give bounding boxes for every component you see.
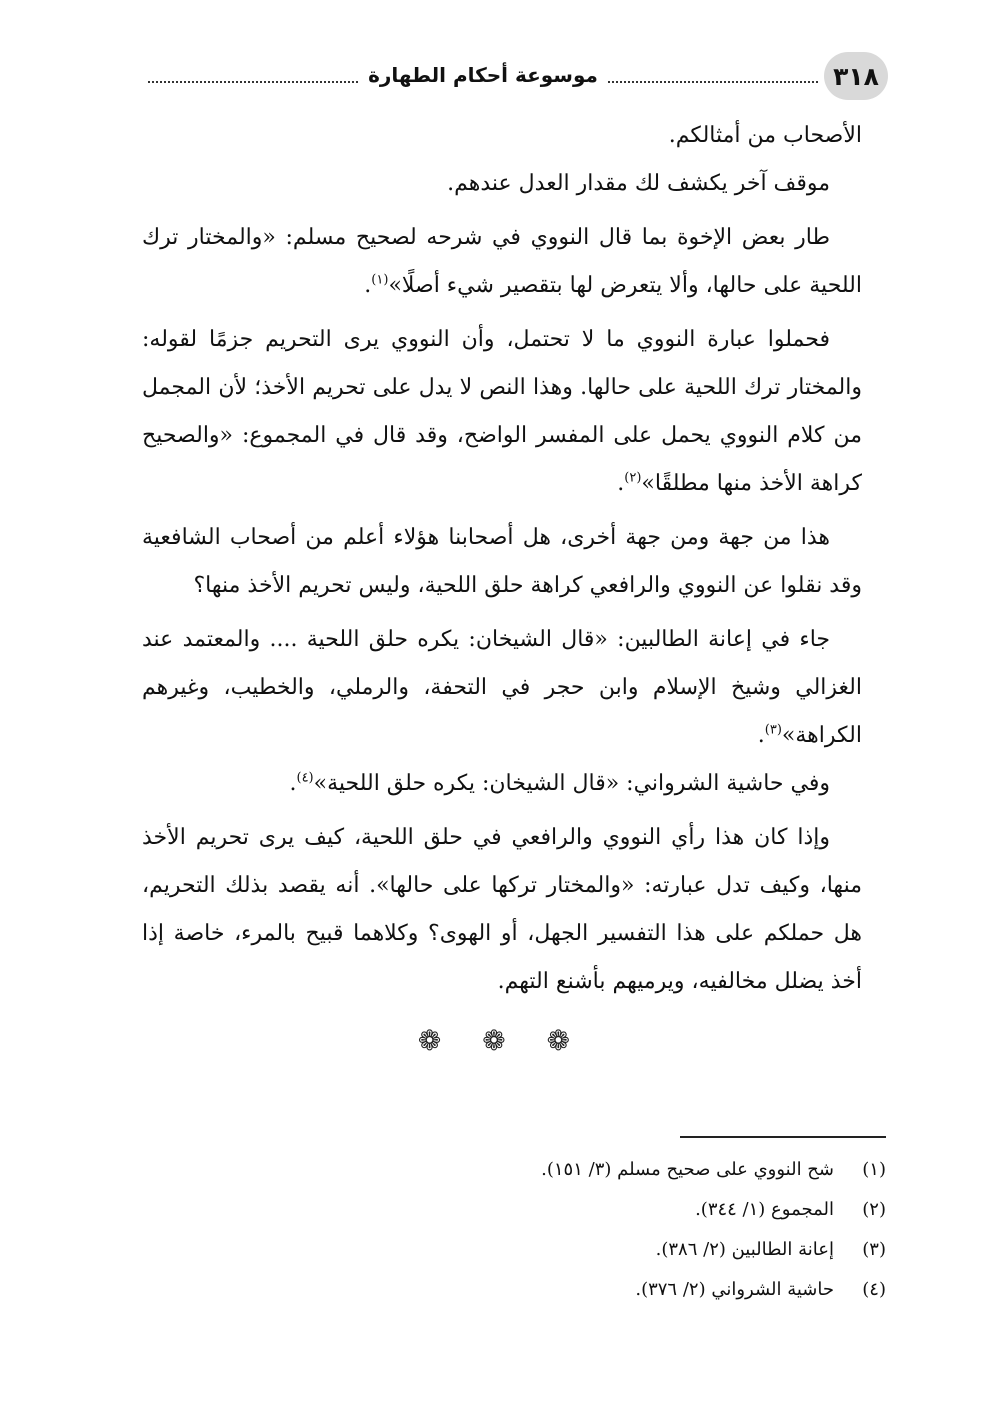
paragraph-3	[142, 214, 862, 310]
footnote-ref-1[interactable]: (١)	[371, 272, 389, 288]
paragraph-3-end: .	[364, 273, 372, 298]
footnote-item	[166, 1270, 886, 1310]
footnote-ref-3[interactable]: (٣)	[764, 722, 782, 738]
paragraph-4-end: .	[617, 471, 625, 496]
paragraph-4	[142, 316, 862, 508]
footnote-number: (٢)	[862, 1199, 886, 1220]
paragraph-5: هذا من جهة ومن جهة أخرى، هل أصحابنا هؤلاء أعلم من أصحاب الشافعية وقد نقلوا عن النووي والرافعي كراهة حلق اللحية، وليس تحريم الأخذ منها؟	[142, 525, 862, 598]
running-title-bar	[148, 58, 818, 92]
footnote-text: المجموع (١/ ٣٤٤).	[695, 1199, 834, 1220]
footnote-separator	[680, 1136, 886, 1138]
paragraph-2: موقف آخر يكشف لك مقدار العدل عندهم.	[447, 171, 830, 196]
footnote-item	[166, 1190, 886, 1230]
page-header	[148, 44, 888, 104]
leader-dots-right	[608, 81, 818, 83]
paragraph-6-end: .	[757, 723, 765, 748]
paragraph-6-text: جاء في إعانة الطالبين: «قال الشيخان: يكره حلق اللحية .... والمعتمد عند الغزالي وشيخ الإسلام وابن حجر في التحفة، والرملي، والخطيب، وغيرهم الكراهة»	[142, 627, 862, 748]
footnote-text: حاشية الشرواني (٢/ ٣٧٦).	[635, 1279, 834, 1300]
body-text	[142, 112, 862, 1006]
paragraph-7	[142, 760, 862, 808]
section-divider-ornament: ❁ ❁ ❁	[417, 1024, 587, 1057]
paragraph-4-text: فحملوا عبارة النووي ما لا تحتمل، وأن النووي يرى التحريم جزمًا لقوله: والمختار ترك اللحية على حالها. وهذا النص لا يدل على تحريم الأخذ؛ لأن المجمل من كلام النووي يحمل على المفسر الواضح، وقد قال في المجموع: «والصحيح كراهة الأخذ منها مطلقًا»	[142, 327, 862, 496]
footnote-ref-4[interactable]: (٤)	[296, 770, 314, 786]
leader-dots-left	[148, 81, 358, 83]
paragraph-6	[142, 616, 862, 760]
paragraph-7-end: .	[289, 771, 297, 796]
footnote-number: (٣)	[862, 1239, 886, 1260]
footnote-ref-2[interactable]: (٢)	[624, 470, 642, 486]
footnote-text: إعانة الطالبين (٢/ ٣٨٦).	[655, 1239, 834, 1260]
footnote-item	[166, 1230, 886, 1270]
paragraph-3-text: طار بعض الإخوة بما قال النووي في شرحه لصحيح مسلم: «والمختار ترك اللحية على حالها، وألا يتعرض لها بتقصير شيء أصلًا»	[142, 225, 862, 298]
page-number: ٣١٨	[824, 52, 888, 100]
footnote-number: (٤)	[862, 1279, 886, 1300]
footnote-text: شح النووي على صحيح مسلم (٣/ ١٥١).	[541, 1159, 834, 1180]
paragraph-1: الأصحاب من أمثالكم.	[668, 123, 862, 148]
paragraph-7-text: وفي حاشية الشرواني: «قال الشيخان: يكره حلق اللحية»	[313, 771, 830, 796]
footnote-item	[166, 1150, 886, 1190]
paragraph-8: وإذا كان هذا رأي النووي والرافعي في حلق اللحية، كيف يرى تحريم الأخذ منها، وكيف تدل عبارته: «والمختار تركها على حالها». أنه يقصد بذلك التحريم، هل حملكم على هذا التفسير الجهل، أو الهوى؟ وكلاهما قبيح بالمرء، خاصة إذا أخذ يضلل مخالفيه، ويرميهم بأشنع التهم.	[142, 825, 862, 994]
running-title: موسوعة أحكام الطهارة	[368, 63, 598, 87]
footnotes	[166, 1150, 886, 1310]
footnote-number: (١)	[862, 1159, 886, 1180]
